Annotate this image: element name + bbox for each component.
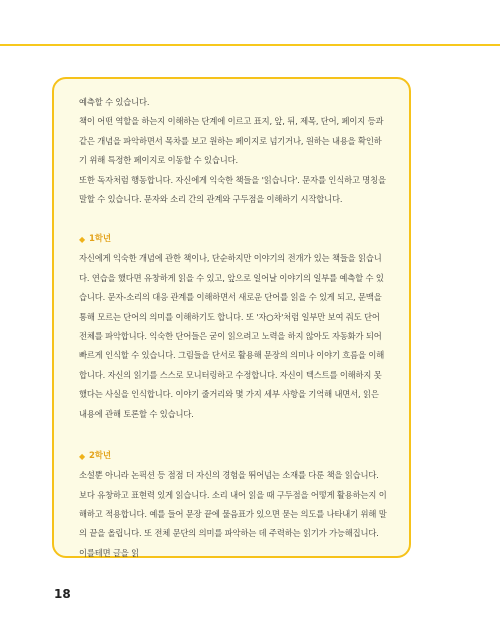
header-rule: [0, 44, 500, 46]
intro-line: 예측할 수 있습니다.: [79, 97, 150, 107]
section-heading-text: 1학년: [89, 234, 111, 245]
section-heading-grade1: [79, 230, 387, 249]
content-box: [52, 77, 411, 558]
diamond-bullet-icon: ◆: [79, 452, 86, 462]
diamond-bullet-icon: ◆: [79, 235, 86, 245]
section-paragraph: 소설뿐 아니라 논픽션 등 점점 더 자신의 경험을 뛰어넘는 소재를 다룬 책을 읽습니다. 보다 유창하고 표현력 있게 읽습니다. 소리 내어 읽을 때 구두점을 어떻게 활용하는지 이해하고 적용합니다. 예를 들어 문장 끝에 물음표가 있으면 묻는 의도를 나타내기 위해 말의 끝을 올립니다. 또 전체 문단의 의미를 파악하는 데 주력하는 읽기가 가능해집니다. 이를테면 글을 읽: [79, 470, 387, 558]
intro-paragraph: 또한 독자처럼 행동합니다. 자신에게 익숙한 책들을 '읽습니다'. 문자를 인식하고 명칭을 말할 수 있습니다. 문자와 소리 간의 관계와 구두점을 이해하기 시작합니다.: [79, 174, 386, 205]
section-heading-grade2: [79, 447, 387, 466]
intro-paragraph: 책이 어떤 역할을 하는지 이해하는 단계에 이르고 표지, 앞, 뒤, 제목, 단어, 페이지 등과 같은 개념을 파악하면서 목차를 보고 원하는 페이지로 넘기거나, 원하는 내용을 확인하기 위해 특정한 페이지로 이동할 수 있습니다.: [79, 116, 384, 166]
page-number: 18: [54, 587, 71, 601]
section-heading-text: 2학년: [89, 451, 111, 462]
section-paragraph: 자신에게 익숙한 개념에 관한 책이나, 단순하지만 이야기의 전개가 있는 책들을 읽습니다. 연습을 했다면 유창하게 읽을 수 있고, 앞으로 일어날 이야기의 일부를 예측할 수 있습니다. 문자-소리의 대응 관계를 이해하면서 새로운 단어를 읽을 수 있게 되고, 문맥을 통해 모르는 단어의 의미를 이해하기도 합니다. 또 '자○차'처럼 일부만 보여 줘도 단어 전체를 파악합니다. 익숙한 단어들은 굳이 읽으려고 노력을 하지 않아도 자동화가 되어 빠르게 인식할 수 있습니다. 그림들을 단서로 활용해 문장의 의미나 이야기 흐름을 이해합니다. 자신의 읽기를 스스로 모니터링하고 수정합니다. 자신이 텍스트를 이해하지 못했다는 사실을 인식합니다. 이야기 줄거리와 몇 가지 세부 사항을 기억해 내면서, 읽은 내용에 관해 토론할 수 있습니다.: [79, 253, 385, 419]
